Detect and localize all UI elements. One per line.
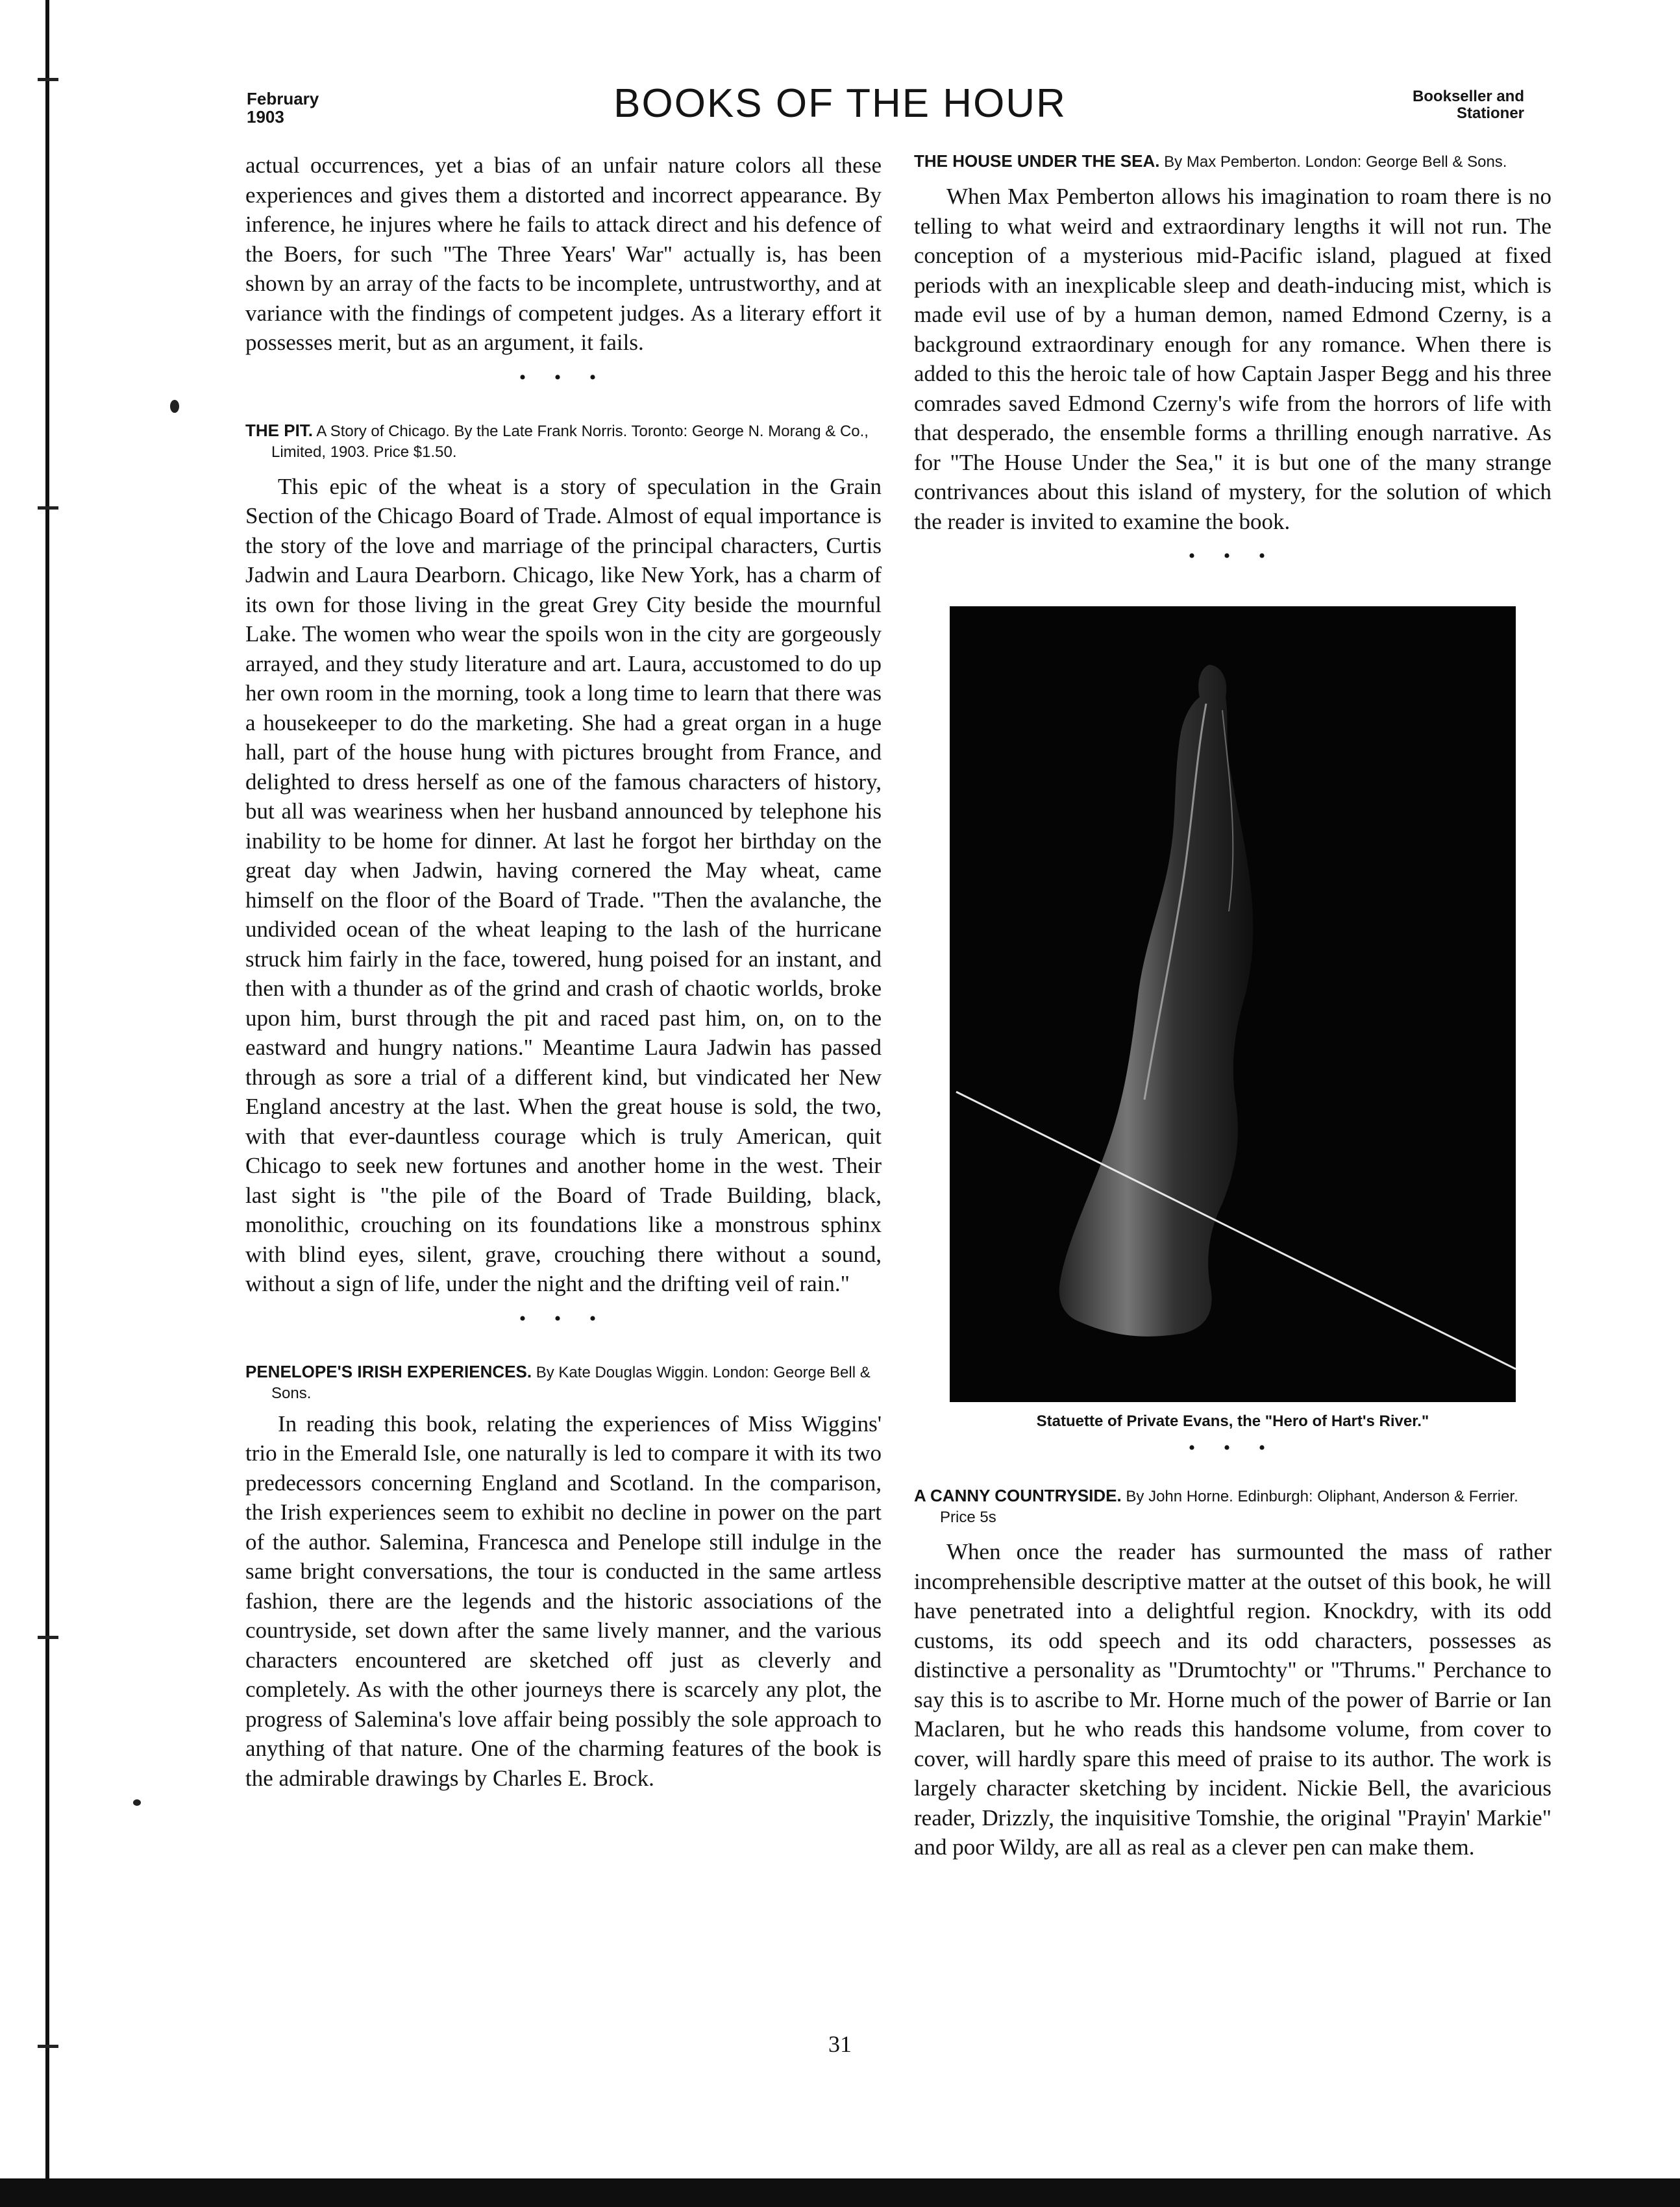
page-title: BOOKS OF THE HOUR: [613, 81, 1067, 126]
section-divider: • • •: [519, 366, 608, 388]
header-month: February: [247, 89, 319, 108]
header-publication: [1413, 88, 1524, 122]
binding-mark: [38, 506, 58, 510]
scan-speck: [133, 1799, 141, 1806]
intro-paragraph: actual occurrences, yet a bias of an unfair nature colors all these experiences and gives them a distorted and incorrect appearance. By inference, he injures where he fails to attack direct and his defence of the Boers, for such "The Three Years' War" actually is, has been shown by an array of the facts to be incomplete, untrustworthy, and at variance with the findings of competent judges. As a literary effort it possesses merit, but as an argument, it fails.: [245, 153, 882, 355]
section-divider: • • •: [519, 1307, 608, 1329]
review-title: PENELOPE'S IRISH EXPERIENCES.: [245, 1361, 532, 1381]
header-publication-line1: Bookseller and: [1412, 88, 1524, 105]
review-title: THE PIT.: [245, 420, 314, 440]
binding-mark: [38, 1636, 58, 1639]
photo-caption: Statuette of Private Evans, the "Hero of Hart's River.": [1036, 1412, 1429, 1430]
review-title: THE HOUSE UNDER THE SEA.: [914, 151, 1160, 171]
review-details: By John Horne. Edinburgh: Oliphant, Anderson & Ferrier. Price 5s: [940, 1488, 1518, 1526]
review-heading-house-under-the-sea: [914, 151, 1551, 173]
review-body-house-under-the-sea: When Max Pemberton allows his imagination to roam there is no telling to what weird and extraordinary lengths it will not run. The conception of a mysterious mid-Pacific island, plagued at fixed periods with an inexplicable sleep and death-inducing mist, which is made evil use of by a human demon, named Edmond Czerny, is a background extraordinary enough for any romance. When there is added to this the heroic tale of how Captain Jasper Begg and his three comrades saved Edmond Czerny's wife from the horrors of life with that desperado, the ensemble forms a thrilling enough narrative. As for "The House Under the Sea," it is but one of the many strange contrivances about this island of mystery, for the solution of which the reader is invited to examine the book.: [914, 184, 1551, 534]
scan-bottom-edge: [0, 2178, 1680, 2207]
section-divider: • • •: [1188, 1437, 1278, 1459]
review-details: By Max Pemberton. London: George Bell & Sons.: [1164, 153, 1507, 171]
page-number: 31: [828, 2031, 852, 2057]
review-details: By Kate Douglas Wiggin. London: George Bell & Sons.: [271, 1363, 871, 1402]
scan-speck: [170, 400, 179, 413]
right-column: [914, 151, 1551, 1862]
statuette-photograph: [950, 606, 1516, 1402]
review-heading-the-pit: [245, 420, 882, 463]
header-year: 1903: [247, 107, 284, 127]
review-body-canny-countryside: When once the reader has surmounted the mass of rather incomprehensible descriptive matter at the outset of this book, he will have penetrated into a delightful region. Knockdry, with its odd customs, its odd speech and its odd characters, possesses as distinctive a personality as "Drumtochty" or "Thrums." Perchance to say this is to ascribe to Mr. Horne much of the power of Barrie or Ian Maclaren, but he who reads this handsome volume, from cover to cover, will hardly spare this meed of praise to its author. The work is largely character sketching by incident. Nickie Bell, the avaricious reader, Drizzly, the inquisitive Tomshie, the original "Prayin' Markie" and poor Wildy, are all as real as a clever pen can make them.: [914, 1539, 1551, 1860]
review-heading-penelope: [245, 1361, 882, 1404]
section-divider: • • •: [1188, 545, 1278, 567]
header-publication-line2: Stationer: [1456, 105, 1524, 122]
review-body-the-pit: This epic of the wheat is a story of speculation in the Grain Section of the Chicago Board of Trade. Almost of equal importance is the story of the love and marriage of the principal characters, Curtis Jadwin and Laura Dearborn. Chicago, like New York, has a charm of its own for those living in the great Grey City beside the mournful Lake. The women who wear the spoils won in the city are gorgeously arrayed, and they study literature and art. Laura, accustomed to do up her own room in the morning, took a long time to learn that there was a housekeeper to do the marketing. She had a great organ in a huge hall, part of the house hung with pictures brought from France, and delighted to dress herself as one of the famous characters of history, but all was weariness when her husband announced by telephone his inability to be home for dinner. At last he forgot her birthday on the great day when Jadwin, having cornered the May wheat, came himself on the floor of the Board of Trade. "Then the avalanche, the undivided ocean of the wheat leaping to the lash of the hurricane struck him fairly in the face, towered, hung poised for an instant, and then with a thunder as of the grind and crash of chaotic worlds, broke upon him, burst through the pit and raced past him, on, on to the eastward and hungry nations." Meantime Laura Jadwin has passed through as sore a trial of a different kind, but vindicated her New England ancestry at the last. When the great house is sold, the two, with that ever-dauntless courage which is truly American, quit Chicago to seek new fortunes and another home in the west. Their last sight is "the pile of the Board of Trade Building, black, monolithic, crouching on its foundations like a monstrous sphinx with blind eyes, silent, grave, crouching there without a sound, without a sign of life, under the night and the drifting veil of rain.": [245, 473, 882, 1296]
review-details: A Story of Chicago. By the Late Frank Norris. Toronto: George N. Morang & Co., Limited, 1903. Price $1.50.: [271, 422, 869, 461]
page-binding-edge: [45, 0, 49, 2207]
statuette-figure-illustration: [950, 606, 1516, 1402]
review-body-penelope: In reading this book, relating the experiences of Miss Wiggins' trio in the Emerald Isle, one naturally is led to compare it with its two predecessors concerning England and Scotland. In the comparison, the Irish experiences seem to exhibit no decline in power on the part of the author. Salemina, Francesca and Penelope still indulge in the same bright conversations, the tour is conducted in the same artless fashion, there are the legends and the historic associations of the countryside, set down after the same lively manner, and the various characters encountered are sketched off just as cleverly and completely. As with the other journeys there is scarcely any plot, the progress of Salemina's love affair being possibly the sole approach to anything of that nature. One of the charming features of the book is the admirable drawings by Charles E. Brock.: [245, 1411, 882, 1791]
review-title: A CANNY COUNTRYSIDE.: [914, 1486, 1122, 1505]
left-column: [245, 151, 882, 1793]
review-heading-canny-countryside: [914, 1485, 1551, 1528]
